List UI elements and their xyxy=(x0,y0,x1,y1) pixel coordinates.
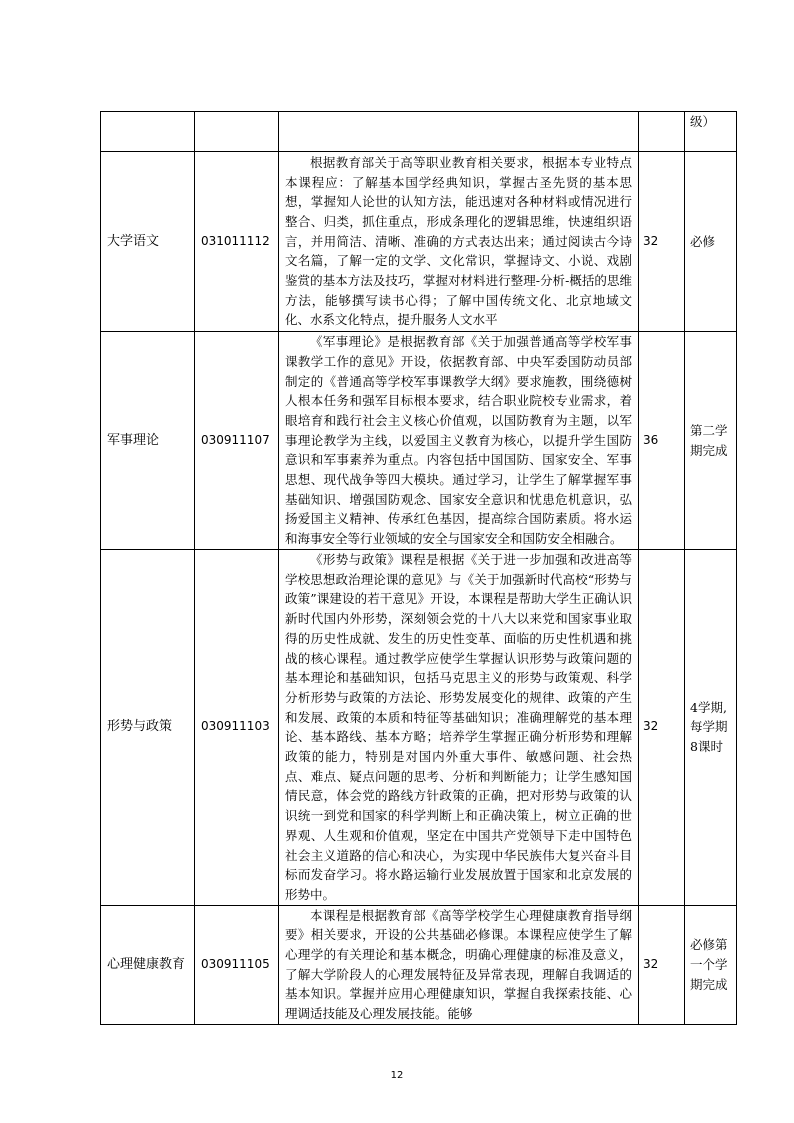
course-name: 心理健康教育 xyxy=(101,905,195,1024)
course-note: 第二学期完成 xyxy=(685,332,737,550)
name-cell xyxy=(101,112,195,152)
course-note: 必修 xyxy=(685,152,737,332)
course-description xyxy=(279,332,639,550)
course-code: 030911103 xyxy=(195,550,279,906)
course-description xyxy=(279,905,639,1024)
course-description xyxy=(279,152,639,332)
course-name: 大学语文 xyxy=(101,152,195,332)
course-code: 031011112 xyxy=(195,152,279,332)
note-cell xyxy=(685,112,737,152)
course-hours: 32 xyxy=(639,905,685,1024)
table-row xyxy=(101,550,737,906)
description-text: 根据教育部关于高等职业教育相关要求，根据本专业特点本课程应：了解基本国学经典知识，掌握古圣先贤的基本思想，掌握知人论世的认知方法，能迅速对各种材料或情况进行整合、归类，抓住重点，形成条理化的逻辑思维，快速组织语言，并用简洁、清晰、准确的方式表达出来；通过阅读古今诗文名篇，了解一定的文学、文化常识，掌握诗文、小说、戏剧鉴赏的基本方法及技巧，掌握对材料进行整理-分析-概括的思维方法，能够撰写读书心得；了解中国传统文化、北京地域文化、水系文化特点，提升服务人文水平 xyxy=(285,154,632,328)
table-row xyxy=(101,152,737,332)
table-row xyxy=(101,112,737,152)
page-number: 12 xyxy=(390,1070,404,1081)
course-note: 4学期,每学期8课时 xyxy=(685,550,737,906)
hours-cell xyxy=(639,112,685,152)
description-text: 《军事理论》是根据教育部《关于加强普通高等学校军事课教学工作的意见》开设，依据教育部、中央军委国防动员部制定的《普通高等学校军事课教学大纲》要求施教，围绕德树人根本任务和强军目标根本要求，结合职业院校专业需求，着眼培育和践行社会主义核心价值观，以国防教育为主题，以军事理论教学为主线，以爱国主义教育为核心，以提升学生国防意识和军事素养为重点。内容包括中国国防、国家安全、军事思想、现代战争等四大模块。通过学习，让学生了解掌握军事基础知识、增强国防观念、国家安全意识和忧患危机意识，弘扬爱国主义精神、传承红色基因，提高综合国防素质。将水运和海事安全等行业领域的安全与国家安全和国防安全相融合。 xyxy=(285,334,632,547)
description-cell xyxy=(279,112,639,152)
code-cell xyxy=(195,112,279,152)
note-text: 级） xyxy=(690,114,716,129)
course-name: 形势与政策 xyxy=(101,550,195,906)
description-text: 《形势与政策》课程是根据《关于进一步加强和改进高等学校思想政治理论课的意见》与《关于加强新时代高校“形势与政策”课建设的若干意见》开设，本课程是帮助大学生正确认识新时代国内外形势，深刻领会党的十八大以来党和国家事业取得的历史性成就、发生的历史性变革、面临的历史性机遇和挑战的核心课程。通过教学应使学生掌握认识形势与政策问题的基本理论和基础知识，包括马克思主义的形势与政策观、科学分析形势与政策的方法论、形势发展变化的规律、政策的产生和发展、政策的本质和特征等基础知识；准确理解党的基本理论、基本路线、基本方略；培养学生掌握正确分析形势和理解政策的能力，特别是对国内外重大事件、敏感问题、社会热点、难点、疑点问题的思考、分析和判断能力；让学生感知国情民意，体会党的路线方针政策的正确，把对形势与政策的认识统一到党和国家的科学判断上和正确决策上，树立正确的世界观、人生观和价值观，坚定在中国共产党领导下走中国特色社会主义道路的信心和决心，为实现中华民族伟大复兴奋斗目标而发奋学习。将水路运输行业发展放置于国家和北京发展的形势中。 xyxy=(285,552,632,902)
course-code: 030911105 xyxy=(195,905,279,1024)
course-hours: 32 xyxy=(639,152,685,332)
table-row xyxy=(101,332,737,550)
course-name: 军事理论 xyxy=(101,332,195,550)
course-description xyxy=(279,550,639,906)
course-code: 030911107 xyxy=(195,332,279,550)
course-hours: 36 xyxy=(639,332,685,550)
course-table xyxy=(100,111,737,1025)
description-text: 本课程是根据教育部《高等学校学生心理健康教育指导纲要》相关要求，开设的公共基础必修课。本课程应使学生了解心理学的有关理论和基本概念，明确心理健康的标准及意义，了解大学阶段人的心理发展特征及异常表现，理解自我调适的基本知识。掌握并应用心理健康知识，掌握自我探索技能、心理调适技能及心理发展技能。能够 xyxy=(285,907,632,1022)
table-row xyxy=(101,905,737,1024)
course-note: 必修第一个学期完成 xyxy=(685,905,737,1024)
course-hours: 32 xyxy=(639,550,685,906)
